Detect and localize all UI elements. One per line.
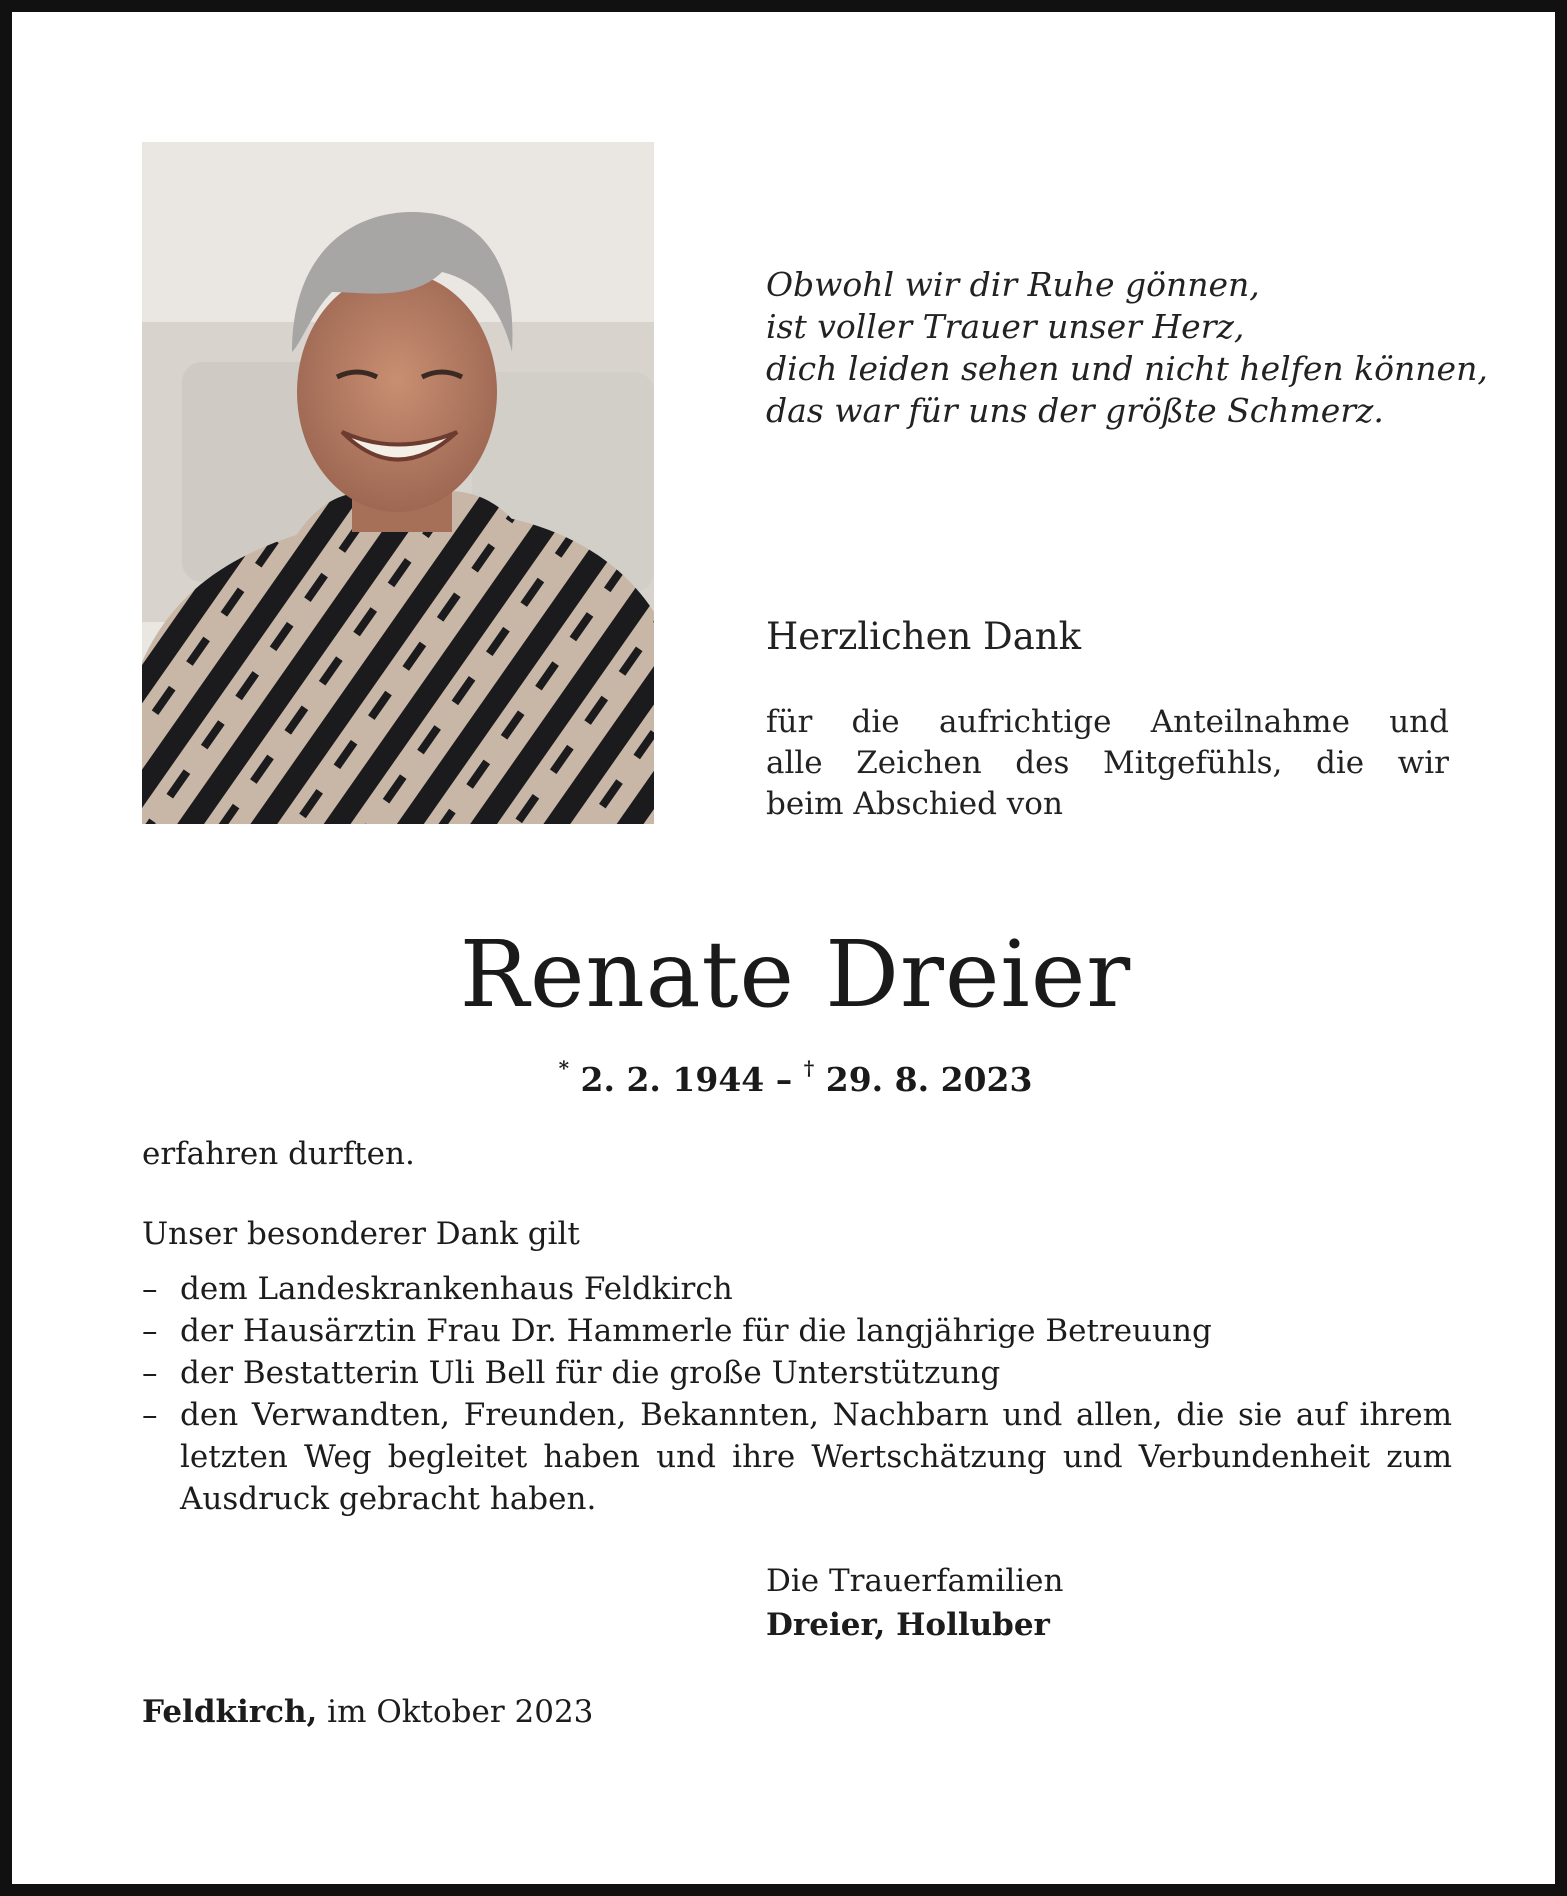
list-item-text: den Verwandten, Freunden, Bekannten, Nachbarn und allen, die sie auf ihrem letzten Weg begleitet haben und ihre Wertschätzung und Verbundenheit zum Ausdruck gebracht haben. bbox=[180, 1397, 1452, 1517]
list-item-text: der Bestatterin Uli Bell für die große Unterstützung bbox=[180, 1355, 1001, 1391]
list-dash: – bbox=[142, 1397, 158, 1433]
thanks-line: beim Abschied von bbox=[766, 786, 1063, 822]
list-item bbox=[142, 1268, 1452, 1310]
signature-families: Dreier, Holluber bbox=[766, 1607, 1050, 1643]
list-item bbox=[142, 1352, 1452, 1394]
thanks-heading: Herzlichen Dank bbox=[766, 615, 1082, 658]
place: Feldkirch, bbox=[142, 1694, 318, 1730]
deceased-name: Renate Dreier bbox=[459, 921, 1132, 1028]
death-symbol: † bbox=[803, 1056, 815, 1080]
list-dash: – bbox=[142, 1313, 158, 1349]
date-separator: – bbox=[775, 1060, 793, 1099]
life-dates bbox=[12, 1048, 1567, 1104]
portrait-illustration bbox=[142, 142, 654, 824]
poem bbox=[766, 264, 1488, 432]
list-dash: – bbox=[142, 1271, 158, 1307]
date: im Oktober 2023 bbox=[327, 1694, 594, 1730]
list-item-text: der Hausärztin Frau Dr. Hammerle für die langjährige Betreuung bbox=[180, 1313, 1212, 1349]
death-date: 29. 8. 2023 bbox=[825, 1060, 1033, 1099]
continuation-text: erfahren durften. bbox=[142, 1136, 415, 1172]
list-item bbox=[142, 1394, 1452, 1520]
birth-symbol: * bbox=[558, 1056, 570, 1080]
birth-date: 2. 2. 1944 bbox=[580, 1060, 765, 1099]
poem-line: Obwohl wir dir Ruhe gönnen, bbox=[766, 265, 1260, 304]
special-thanks-intro: Unser besonderer Dank gilt bbox=[142, 1216, 580, 1252]
thanks-text bbox=[766, 702, 1449, 825]
signature-label: Die Trauerfamilien bbox=[766, 1563, 1064, 1599]
place-date bbox=[142, 1690, 593, 1734]
portrait-photo bbox=[142, 142, 654, 824]
special-thanks-list bbox=[142, 1268, 1452, 1520]
thanks-line: alle Zeichen des Mitgefühls, die wir bbox=[766, 745, 1449, 781]
poem-line: dich leiden sehen und nicht helfen können, bbox=[766, 349, 1488, 388]
list-item bbox=[142, 1310, 1452, 1352]
list-item-text: dem Landeskrankenhaus Feldkirch bbox=[180, 1271, 733, 1307]
list-dash: – bbox=[142, 1355, 158, 1391]
thanks-line: für die aufrichtige Anteilnahme und bbox=[766, 704, 1449, 740]
poem-line: das war für uns der größte Schmerz. bbox=[766, 391, 1384, 430]
poem-line: ist voller Trauer unser Herz, bbox=[766, 307, 1245, 346]
